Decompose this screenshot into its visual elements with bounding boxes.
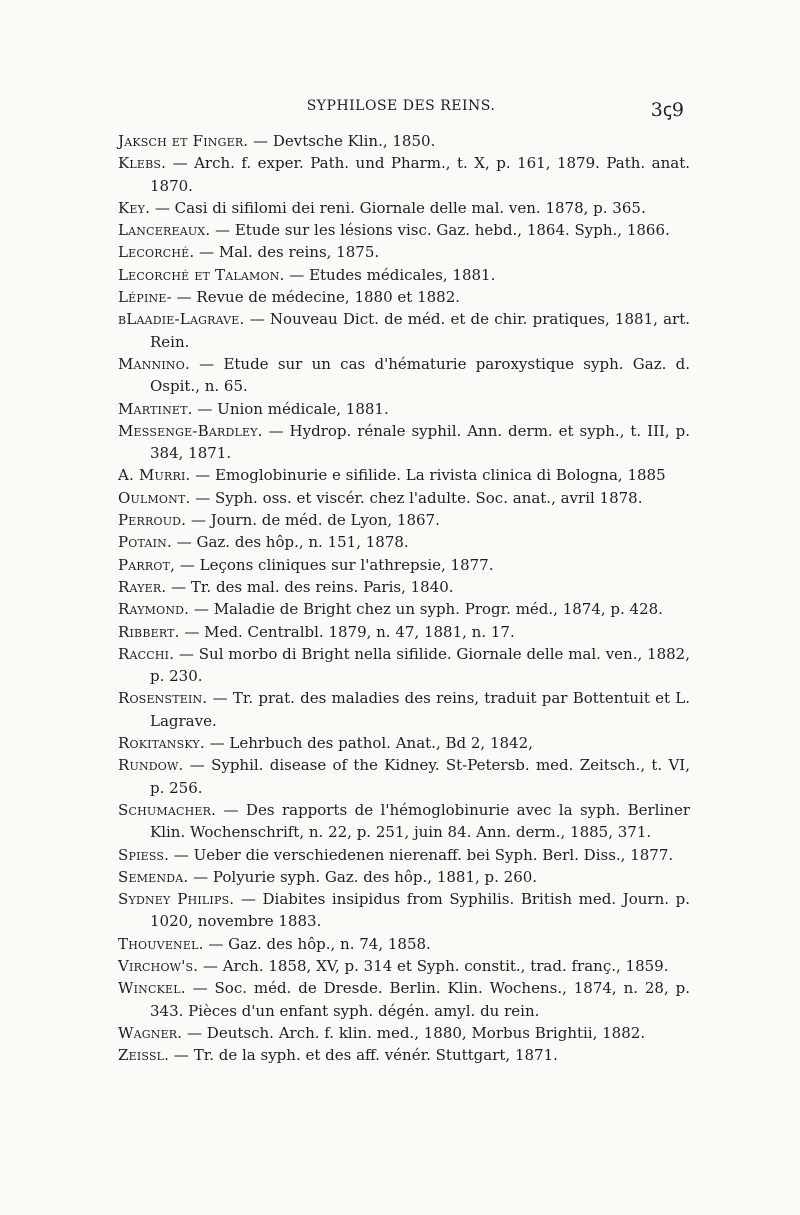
running-title: SYPHILOSE DES REINS. <box>306 98 496 114</box>
bibliography-entry <box>118 509 690 531</box>
entry-text: — Lehrbuch des pathol. Anat., Bd 2, 1842, <box>204 734 533 753</box>
entry-author: Messenge-Bardley. <box>118 421 263 440</box>
bibliography-entry <box>118 219 690 241</box>
page-number: 3ꞔ9 <box>650 99 684 121</box>
entry-text: — Arch. f. exper. Path. und Pharm., t. X, p. 161, 1879. Path. anat. 1870. <box>150 154 690 195</box>
entry-text: — Devtsche Klin., 1850. <box>248 132 436 150</box>
entry-author: A. Murri. <box>118 466 191 485</box>
entry-author: Wagner. <box>118 1023 183 1042</box>
entry-text: — Tr. de la syph. et des aff. vénér. Stuttgart, 1871. <box>169 1046 558 1065</box>
entry-text: — Etude sur un cas d'hématurie paroxystique syph. Gaz. d. Ospit., n. 65. <box>150 354 690 396</box>
bibliography-entry <box>118 687 690 732</box>
bibliography-entry <box>118 464 690 486</box>
bibliography-entry <box>118 621 690 643</box>
bibliography-entry <box>118 844 690 866</box>
entry-text: — Deutsch. Arch. f. klin. med., 1880, Morbus Brightii, 1882. <box>182 1023 646 1042</box>
entry-text: — Gaz. des hôp., n. 74, 1858. <box>203 934 431 953</box>
entry-author: Jaksch et Finger. <box>118 132 249 150</box>
bibliography-entry <box>118 754 690 799</box>
entry-text: — Des rapports de l'hémoglobinurie avec la syph. Berliner Klin. Wochenschrift, n. 22, p. 251, juin 84. Ann. derm., 1885, 371. <box>150 800 690 842</box>
entry-author: Potain. <box>118 533 172 552</box>
entry-author: Lancereaux. <box>118 221 211 240</box>
entry-text: — Syph. oss. et viscér. chez l'adulte. Soc. anat., avril 1878. <box>190 488 643 507</box>
entry-text: — Arch. 1858, XV, p. 314 et Syph. constit., trad. franç., 1859. <box>198 956 669 975</box>
bibliography-entry <box>118 241 690 263</box>
entry-author: Rundow. <box>118 756 184 775</box>
entry-text: — Hydrop. rénale syphil. Ann. derm. et syph., t. III, p. 384, 1871. <box>150 421 690 463</box>
bibliography-entry <box>118 308 690 353</box>
bibliography-entry <box>118 732 690 754</box>
entry-author: Mannino. <box>118 354 190 373</box>
bibliography-entry <box>118 866 690 888</box>
entry-author: Thouvenel. <box>118 934 204 953</box>
entry-author: Semenda. <box>118 867 189 886</box>
entry-author: Lépine- <box>118 288 172 307</box>
bibliography-entry <box>118 643 690 688</box>
entry-author: Oulmont. <box>118 488 191 507</box>
entry-text: — Etudes médicales, 1881. <box>284 265 496 284</box>
entry-text: — Leçons cliniques sur l'athrepsie, 1877. <box>175 555 494 574</box>
bibliography-entry <box>118 554 690 576</box>
entry-text: — Tr. des mal. des reins. Paris, 1840. <box>166 577 454 596</box>
bibliography-entry <box>118 799 690 844</box>
entry-author: bLaadie-Lagrave. <box>118 310 245 329</box>
entry-text: — Maladie de Bright chez un syph. Progr. méd., 1874, p. 428. <box>189 600 663 619</box>
entry-author: Lecorché et Talamon. <box>118 265 285 284</box>
entry-text: — Diabites insipidus from Syphilis. British med. Journ. p. 1020, novembre 1883. <box>150 890 690 931</box>
entry-author: Rosenstein. <box>118 689 208 708</box>
entry-text: — Sul morbo di Bright nella sifilide. Giornale delle mal. ven., 1882, p. 230. <box>150 644 690 686</box>
entry-author: Racchi. <box>118 644 175 663</box>
entry-text: — Revue de médecine, 1880 et 1882. <box>171 288 461 307</box>
bibliography-entry <box>118 1044 690 1066</box>
bibliography-list <box>118 130 690 1066</box>
entry-author: Rayer. <box>118 577 167 596</box>
bibliography-entry <box>118 264 690 286</box>
entry-text: — Emoglobinurie e sifilide. La rivista clinica di Bologna, 1885 <box>190 466 666 485</box>
bibliography-entry <box>118 955 690 977</box>
bibliography-entry <box>118 197 690 219</box>
bibliography-entry <box>118 420 690 465</box>
entry-author: Perroud. <box>118 511 187 530</box>
entry-author: Schumacher. <box>118 800 217 819</box>
bibliography-entry <box>118 531 690 553</box>
bibliography-entry <box>118 977 690 1022</box>
entry-author: Virchow's. <box>118 956 199 975</box>
entry-author: Klebs. <box>118 154 167 173</box>
entry-author: Winckel. <box>118 979 186 998</box>
running-head <box>118 96 684 120</box>
entry-text: — Union médicale, 1881. <box>192 399 389 418</box>
bibliography-entry <box>118 152 690 197</box>
entry-author: Parrot, <box>118 555 176 574</box>
bibliography-entry <box>118 487 690 509</box>
entry-author: Raymond. <box>118 600 190 619</box>
entry-text: — Casi di sifilomi dei reni. Giornale delle mal. ven. 1878, p. 365. <box>150 198 646 217</box>
entry-text: — Etude sur les lésions visc. Gaz. hebd., 1864. Syph., 1866. <box>210 221 670 240</box>
bibliography-entry <box>118 130 690 152</box>
entry-text: — Med. Centralbl. 1879, n. 47, 1881, n. 17. <box>179 622 515 641</box>
entry-author: Spiess. <box>118 845 170 864</box>
entry-author: Rokitansky. <box>118 734 205 753</box>
entry-text: — Tr. prat. des maladies des reins, traduit par Bottentuit et L. Lagrave. <box>150 689 690 730</box>
entry-text: — Mal. des reins, 1875. <box>194 243 380 262</box>
bibliography-entry <box>118 398 690 420</box>
entry-author: Zeissl. <box>118 1046 170 1065</box>
entry-text: — Polyurie syph. Gaz. des hôp., 1881, p. 260. <box>188 867 538 886</box>
bibliography-entry <box>118 286 690 308</box>
entry-text: — Journ. de méd. de Lyon, 1867. <box>186 511 440 530</box>
entry-text: — Ueber die verschiedenen nierenaff. bei Syph. Berl. Diss., 1877. <box>169 845 674 864</box>
entry-author: Key. <box>118 198 151 217</box>
entry-text: — Soc. méd. de Dresde. Berlin. Klin. Wochens., 1874, n. 28, p. 343. Pièces d'un enfant syph. dégén. amyl. du rein. <box>150 979 690 1020</box>
bibliography-entry <box>118 933 690 955</box>
bibliography-entry <box>118 888 690 933</box>
entry-author: Sydney Philips. <box>118 890 235 909</box>
entry-text: — Nouveau Dict. de méd. et de chir. pratiques, 1881, art. Rein. <box>150 310 690 351</box>
bibliography-entry <box>118 598 690 620</box>
entry-author: Martinet. <box>118 399 193 418</box>
entry-text: — Gaz. des hôp., n. 151, 1878. <box>171 533 409 552</box>
bibliography-entry <box>118 1022 690 1044</box>
entry-text: — Syphil. disease of the Kidney. St-Petersb. med. Zeitsch., t. VI, p. 256. <box>150 756 690 797</box>
entry-author: Ribbert. <box>118 622 180 641</box>
bibliography-entry <box>118 576 690 598</box>
bibliography-entry <box>118 353 690 398</box>
entry-author: Lecorché. <box>118 243 195 262</box>
